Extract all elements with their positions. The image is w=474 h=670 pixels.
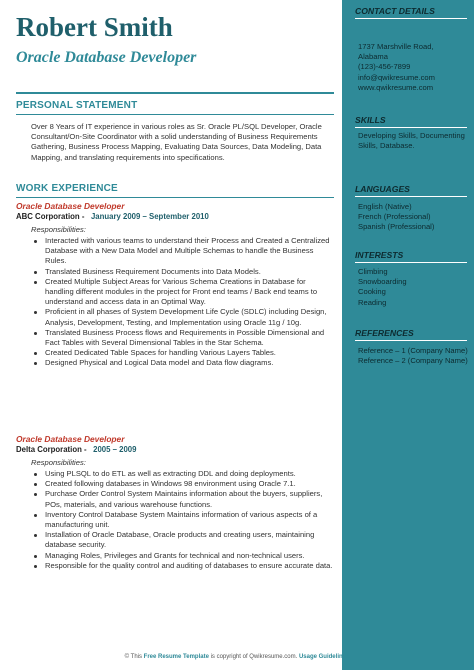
contact-details [358, 42, 470, 93]
contact-heading: CONTACT DETAILS [355, 6, 467, 19]
job-title: Oracle Database Developer [16, 434, 125, 444]
work-experience-divider [16, 197, 334, 198]
job-bullet: Responsible for the quality control and auditing of databases to ensure accurate data. [31, 561, 334, 571]
footer-prefix: © This [124, 654, 142, 660]
job-company-line [16, 212, 209, 221]
job-bullet: Using PLSQL to do ETL as well as extracting DDL and doing deployments. [31, 469, 334, 479]
job-bullet: Translated Business Requirement Documents into Data Models. [31, 267, 334, 277]
candidate-name: Robert Smith [16, 12, 173, 42]
interest-item: Climbing [358, 267, 388, 276]
personal-statement-divider [16, 114, 334, 115]
contact-phone: (123)-456-7899 [358, 62, 411, 72]
contact-address-line-1: 1737 Marshville Road, [358, 42, 434, 51]
reference-item: Reference – 1 (Company Name) [358, 346, 468, 355]
job-bullet: Purchase Order Control System Maintains information about the buyers, suppliers, POs, materials, and various warehouse functions. [31, 489, 334, 509]
interests-list [358, 267, 470, 308]
job-bullet-list [31, 469, 334, 571]
reference-item: Reference – 2 (Company Name) [358, 356, 468, 366]
job-company-line [16, 445, 136, 454]
languages-list [358, 202, 470, 233]
job-bullet: Designed Physical and Logical Data model and Data flow diagrams. [31, 358, 334, 368]
skills-text: Developing Skills, Documenting Skills, Database. [358, 131, 465, 151]
skills-heading: SKILLS [355, 115, 467, 128]
job-company: Delta Corporation - [16, 445, 87, 454]
job-bullet-list [31, 236, 334, 369]
job-bullet: Interacted with various teams to understand their Process and Created a Centralized Database with a New Data Model and Multiple Schemas to handle the Business Rules. [31, 236, 334, 267]
references-list [358, 346, 470, 366]
job-title: Oracle Database Developer [16, 201, 125, 211]
footer-template-link[interactable]: Free Resume Template [143, 654, 209, 660]
job-bullet: Installation of Oracle Database, Oracle products and creating users, maintaining database security. [31, 530, 334, 550]
header-divider [16, 92, 334, 94]
language-item: English (Native) [358, 202, 412, 211]
page-footer [0, 654, 474, 660]
job-bullet: Created following databases in Windows 98 environment using Oracle 7.1. [31, 479, 334, 489]
contact-address-line-2: Alabama [358, 52, 388, 62]
footer-usage-guidelines-link[interactable]: Usage Guidelines [298, 654, 350, 660]
job-bullet: Created Multiple Subject Areas for Various Schema Creations in Database for handling different modules in the project for Front end teams / Back end teams to understand and access data in an Optimal Way. [31, 277, 334, 308]
interest-item: Cooking [358, 287, 386, 297]
job-bullet: Translated Business Process flows and Requirements in Possible Dimensional and Fact Tables with Several Dimensional Tables in the Star Schema. [31, 328, 334, 348]
references-heading: REFERENCES [355, 328, 467, 341]
job-bullet: Created Dedicated Table Spaces for handling Various Layers Tables. [31, 348, 334, 358]
interest-item: Snowboarding [358, 277, 407, 287]
job-bullet: Managing Roles, Privileges and Grants for technical and non-technical users. [31, 551, 334, 561]
job-dates: 2005 – 2009 [93, 445, 137, 454]
skills-block [358, 131, 470, 151]
contact-website[interactable]: www.qwikresume.com [358, 82, 434, 92]
personal-statement-heading: PERSONAL STATEMENT [16, 100, 138, 111]
job-dates: January 2009 – September 2010 [90, 212, 209, 221]
job-company: ABC Corporation - [16, 212, 85, 221]
job-bullet: Proficient in all phases of System Development Life Cycle (SDLC) including Design, Analysis, Development, Testing, and Implementation using Oracle 11g / 10g. [31, 307, 334, 327]
language-item: Spanish (Professional) [358, 222, 435, 232]
personal-statement-text: Over 8 Years of IT experience in various roles as Sr. Oracle PL/SQL Developer, Oracle Consultant/On-Site Coordinator with a solid understanding of Business Requirements Gathering, Business Process Mapping, Evaluating Data Sources, Data Modeling, Data Mapping, and translating requirements into specifications. [31, 122, 322, 162]
interest-item: Reading [358, 297, 387, 307]
language-item: French (Professional) [358, 212, 431, 222]
work-experience-heading: WORK EXPERIENCE [16, 183, 118, 194]
languages-heading: LANGUAGES [355, 184, 467, 197]
candidate-role: Oracle Database Developer [16, 49, 197, 66]
contact-email[interactable]: info@qwikresume.com [358, 72, 435, 82]
interests-heading: INTERESTS [355, 250, 467, 263]
responsibilities-label: Responsibilities: [31, 458, 86, 467]
responsibilities-label: Responsibilities: [31, 225, 86, 234]
job-bullet: Inventory Control Database System Maintains information of various aspects of a manufacturing unit. [31, 510, 334, 530]
footer-copyright-text: is copyright of Qwikresume.com. [210, 654, 298, 660]
